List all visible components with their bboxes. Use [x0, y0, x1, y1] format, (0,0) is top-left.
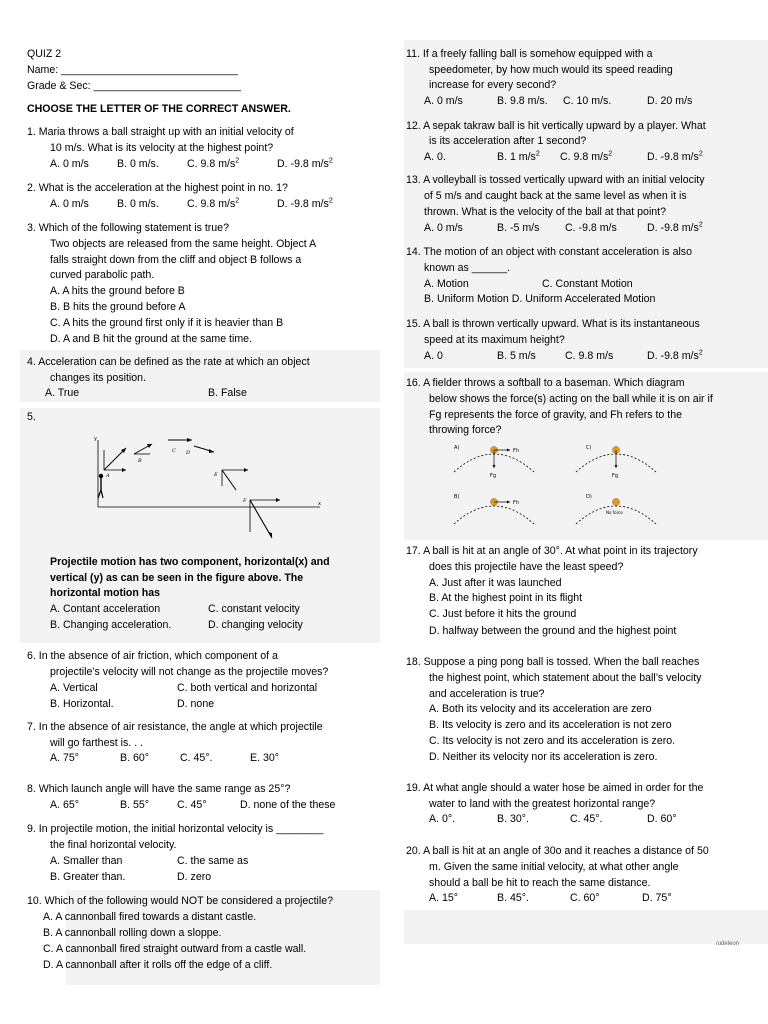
q16-line4: throwing force?: [429, 424, 502, 436]
q7-option-c[interactable]: C. 45°.: [180, 752, 213, 764]
q5-line2: vertical (y) as can be seen in the figure above. The: [50, 572, 304, 584]
q13-line3: thrown. What is the velocity of the ball at that point?: [424, 206, 667, 218]
q4-option-b[interactable]: B. False: [208, 387, 247, 399]
q4-line1: 4. Acceleration can be defined as the rate at which an object: [27, 356, 310, 368]
point-a-label: A: [106, 473, 110, 479]
diagram-c-label: C): [586, 445, 592, 451]
q18-line2: the highest point, which statement about the ball’s velocity: [429, 672, 702, 684]
q3-option-d[interactable]: D. A and B hit the ground at the same time.: [50, 333, 252, 345]
q2-option-c[interactable]: C. 9.8 $m/s^2$: [187, 197, 240, 210]
q4-line2: changes its position.: [50, 372, 146, 384]
q19-line1: 19. At what angle should a water hose be aimed in order for the: [406, 782, 704, 794]
q3-line4: curved parabolic path.: [50, 269, 155, 281]
q20-option-b[interactable]: B. 45°.: [497, 892, 529, 904]
q19-option-a[interactable]: A. 0°.: [429, 813, 456, 825]
shade-bottom-right: [404, 910, 768, 944]
q5-option-c[interactable]: C. constant velocity: [208, 603, 300, 615]
diagram-a-label: A): [454, 445, 460, 451]
q8-line1: 8. Which launch angle will have the same range as 25°?: [27, 783, 291, 795]
q1-option-a[interactable]: A. 0 m/s: [50, 158, 89, 170]
q8-option-c[interactable]: C. 45°: [177, 799, 207, 811]
q2-option-d[interactable]: D. -9.8 $m/s^2$: [277, 197, 333, 210]
q3-line3: falls straight down from the cliff and object B follows a: [50, 254, 302, 266]
diagram-b-fh: Fh: [513, 500, 520, 506]
q6-option-d[interactable]: D. none: [177, 698, 215, 710]
q7-line1: 7. In the absence of air resistance, the angle at which projectile: [27, 721, 323, 733]
q8-option-d[interactable]: D. none of the these: [240, 799, 336, 811]
q14-option-a[interactable]: A. Motion: [424, 278, 469, 290]
q3-option-b[interactable]: B. B hits the ground before A: [50, 301, 186, 313]
q6-line1: 6. In the absence of air friction, which component of a: [27, 650, 278, 662]
q11-line1: 11. If a freely falling ball is somehow equipped with a: [406, 48, 653, 60]
q18-line3: and acceleration is true?: [429, 688, 545, 700]
q12-option-b[interactable]: B. 1 $m/s^2$: [497, 150, 540, 163]
q7-option-e[interactable]: E. 30°: [250, 752, 279, 764]
q16-line3: Fg represents the force of gravity, and Fh refers to the: [429, 409, 682, 421]
q11-option-b[interactable]: B. 9.8 m/s.: [497, 95, 548, 107]
q20-option-a[interactable]: A. 15°: [429, 892, 458, 904]
q19-option-d[interactable]: D. 60°: [647, 813, 677, 825]
q10-option-b[interactable]: B. A cannonball rolling down a sloppe.: [43, 927, 222, 939]
q9-option-a[interactable]: A. Smaller than: [50, 855, 123, 867]
q7-option-b[interactable]: B. 60°: [120, 752, 149, 764]
q17-option-a[interactable]: A. Just after it was launched: [429, 577, 562, 589]
q13-line2: of 5 m/s and caught back at the same level as when it is: [424, 190, 687, 202]
q7-line2: will go farthest is. . .: [50, 737, 144, 749]
diagram-b-label: B): [454, 494, 460, 500]
q1-line2: 10 m/s. What is its velocity at the highest point?: [50, 142, 274, 154]
q1-option-c[interactable]: C. 9.8 $m/s^2$: [187, 157, 240, 170]
q20-line3: should a ball be hit to reach the same distance.: [429, 877, 651, 889]
q9-option-b[interactable]: B. Greater than.: [50, 871, 126, 883]
q1-line1: 1. Maria throws a ball straight up with an initial velocity of: [27, 126, 294, 138]
q15-line1: 15. A ball is thrown vertically upward. What is its instantaneous: [406, 318, 700, 330]
q15-option-d[interactable]: D. -9.8 $m/s^2$: [647, 349, 703, 362]
q18-line1: 18. Suppose a ping pong ball is tossed. When the ball reaches: [406, 656, 700, 668]
q12-option-c[interactable]: C. 9.8 $m/s^2$: [560, 150, 613, 163]
axis-y-label: y: [94, 436, 97, 442]
q11-line3: increase for every second?: [429, 79, 557, 91]
q2-option-b[interactable]: B. 0 m/s.: [117, 198, 159, 210]
q9-option-d[interactable]: D. zero: [177, 871, 212, 883]
q1-option-b[interactable]: B. 0 m/s.: [117, 158, 159, 170]
q11-option-d[interactable]: D. 20 m/s: [647, 95, 693, 107]
q18-option-a[interactable]: A. Both its velocity and its acceleration are zero: [429, 703, 652, 715]
diagram-d-noforce: No force: [606, 510, 623, 515]
q15-option-c[interactable]: C. 9.8 m/s: [565, 350, 614, 362]
q12-line1: 12. A sepak takraw ball is hit vertically upward by a player. What: [406, 120, 706, 132]
q15-option-a[interactable]: A. 0: [424, 350, 443, 362]
q18-option-b[interactable]: B. Its velocity is zero and its acceleration is not zero: [429, 719, 672, 731]
q12-line2: is its acceleration after 1 second?: [429, 135, 587, 147]
diagram-d-label: D): [586, 494, 592, 500]
point-e-label: E: [214, 472, 218, 478]
q20-line1: 20. A ball is hit at an angle of 30o and it reaches a distance of 50: [406, 845, 709, 857]
q1-option-d[interactable]: D. -9.8 $m/s^2$: [277, 157, 333, 170]
q14-line1: 14. The motion of an object with constant acceleration is also: [406, 246, 693, 258]
q12-option-a[interactable]: A. 0.: [424, 151, 446, 163]
q6-option-a[interactable]: A. Vertical: [50, 682, 98, 694]
q16-line1: 16. A fielder throws a softball to a baseman. Which diagram: [406, 377, 685, 389]
q5-line3: horizontal motion has: [50, 587, 161, 599]
q14-line2: known as ______.: [424, 262, 510, 274]
q13-option-a[interactable]: A. 0 m/s: [424, 222, 463, 234]
q11-option-c[interactable]: C. 10 m/s.: [563, 95, 612, 107]
q19-line2: water to land with the greatest horizontal range?: [429, 798, 656, 810]
name-field[interactable]: Name: ______________________________: [27, 64, 238, 76]
q15-line2: speed at its maximum height?: [424, 334, 565, 346]
diagram-a-fg: Fg: [490, 473, 497, 479]
q17-option-b[interactable]: B. At the highest point in its flight: [429, 592, 583, 604]
q10-option-a[interactable]: A. A cannonball fired towards a distant castle.: [43, 911, 257, 923]
q9-option-c[interactable]: C. the same as: [177, 855, 249, 867]
grade-field[interactable]: Grade & Sec: _________________________: [27, 80, 241, 92]
q14-option-c[interactable]: C. Constant Motion: [542, 278, 633, 290]
footer-credit: /udeleon: [716, 941, 740, 947]
q8-option-b[interactable]: B. 55°: [120, 799, 149, 811]
q19-option-c[interactable]: C. 45°.: [570, 813, 603, 825]
q5-number: 5.: [27, 411, 36, 423]
diagram-a-fh: Fh: [513, 448, 520, 454]
q14-option-b-d[interactable]: B. Uniform Motion D. Uniform Accelerated Motion: [424, 293, 656, 305]
q6-option-b[interactable]: B. Horizontal.: [50, 698, 114, 710]
q13-option-c[interactable]: C. -9.8 m/s: [565, 222, 617, 234]
q11-line2: speedometer, by how much would its speed reading: [429, 64, 673, 76]
point-d-label: D: [186, 450, 191, 456]
instruction: CHOOSE THE LETTER OF THE CORRECT ANSWER.: [27, 103, 291, 115]
q20-option-c[interactable]: C. 60°: [570, 892, 600, 904]
q6-option-c[interactable]: C. both vertical and horizontal: [177, 682, 318, 694]
diagram-c-fg: Fg: [612, 473, 619, 479]
q5-option-a[interactable]: A. Contant acceleration: [50, 603, 161, 615]
axis-x-label: x: [318, 501, 321, 507]
q16-line2: below shows the force(s) acting on the ball while it is on air if: [429, 393, 713, 405]
q6-line2: projectile’s velocity will not change as the projectile moves?: [50, 666, 329, 678]
q10-line1: 10. Which of the following would NOT be considered a projectile?: [27, 895, 334, 907]
q13-option-b[interactable]: B. -5 m/s: [497, 222, 540, 234]
q12-option-d[interactable]: D. -9.8 $m/s^2$: [647, 150, 703, 163]
q3-option-a[interactable]: A. A hits the ground before B: [50, 285, 185, 297]
q15-option-b[interactable]: B. 5 m/s: [497, 350, 536, 362]
q7-option-a[interactable]: A. 75°: [50, 752, 79, 764]
q17-option-c[interactable]: C. Just before it hits the ground: [429, 608, 577, 620]
q18-option-c[interactable]: C. Its velocity is not zero and its acceleration is zero.: [429, 735, 676, 747]
q5-option-b[interactable]: B. Changing acceleration.: [50, 619, 172, 631]
q10-option-d[interactable]: D. A cannonball after it rolls off the edge of a cliff.: [43, 959, 273, 971]
projectile-figure: [88, 432, 328, 550]
q19-option-b[interactable]: B. 30°.: [497, 813, 529, 825]
q3-option-c[interactable]: C. A hits the ground first only if it is heavier than B: [50, 317, 284, 329]
q2-option-a[interactable]: A. 0 m/s: [50, 198, 89, 210]
q13-line1: 13. A volleyball is tossed vertically upward with an initial velocity: [406, 174, 705, 186]
q10-option-c[interactable]: C. A cannonball fired straight outward from a castle wall.: [43, 943, 307, 955]
q9-line1: 9. In projectile motion, the initial horizontal velocity is ________: [27, 823, 324, 835]
point-b-label: B: [138, 458, 142, 464]
force-diagrams: [450, 440, 670, 530]
q11-option-a[interactable]: A. 0 m/s: [424, 95, 463, 107]
q17-line2: does this projectile have the least speed?: [429, 561, 624, 573]
point-c-label: C: [172, 448, 176, 454]
q18-option-d[interactable]: D. Neither its velocity nor its acceleration is zero.: [429, 751, 658, 763]
q17-line1: 17. A ball is hit at an angle of 30°. At what point in its trajectory: [406, 545, 698, 557]
q3-line2: Two objects are released from the same height. Object A: [50, 238, 317, 250]
q9-line2: the final horizontal velocity.: [50, 839, 177, 851]
q3-line1: 3. Which of the following statement is true?: [27, 222, 229, 234]
q20-line2: m. Given the same initial velocity, at what other angle: [429, 861, 679, 873]
q4-option-a[interactable]: A. True: [45, 387, 80, 399]
q13-option-d[interactable]: D. -9.8 $m/s^2$: [647, 221, 703, 234]
q5-line1: Projectile motion has two component, horizontal(x) and: [50, 556, 330, 568]
q5-option-d[interactable]: D. changing velocity: [208, 619, 303, 631]
point-f-label: F: [243, 498, 247, 504]
q20-option-d[interactable]: D. 75°: [642, 892, 672, 904]
q8-option-a[interactable]: A. 65°: [50, 799, 79, 811]
q17-option-d[interactable]: D. halfway between the ground and the highest point: [429, 625, 677, 637]
quiz-title: QUIZ 2: [27, 48, 62, 60]
q2-line1: 2. What is the acceleration at the highest point in no. 1?: [27, 182, 288, 194]
